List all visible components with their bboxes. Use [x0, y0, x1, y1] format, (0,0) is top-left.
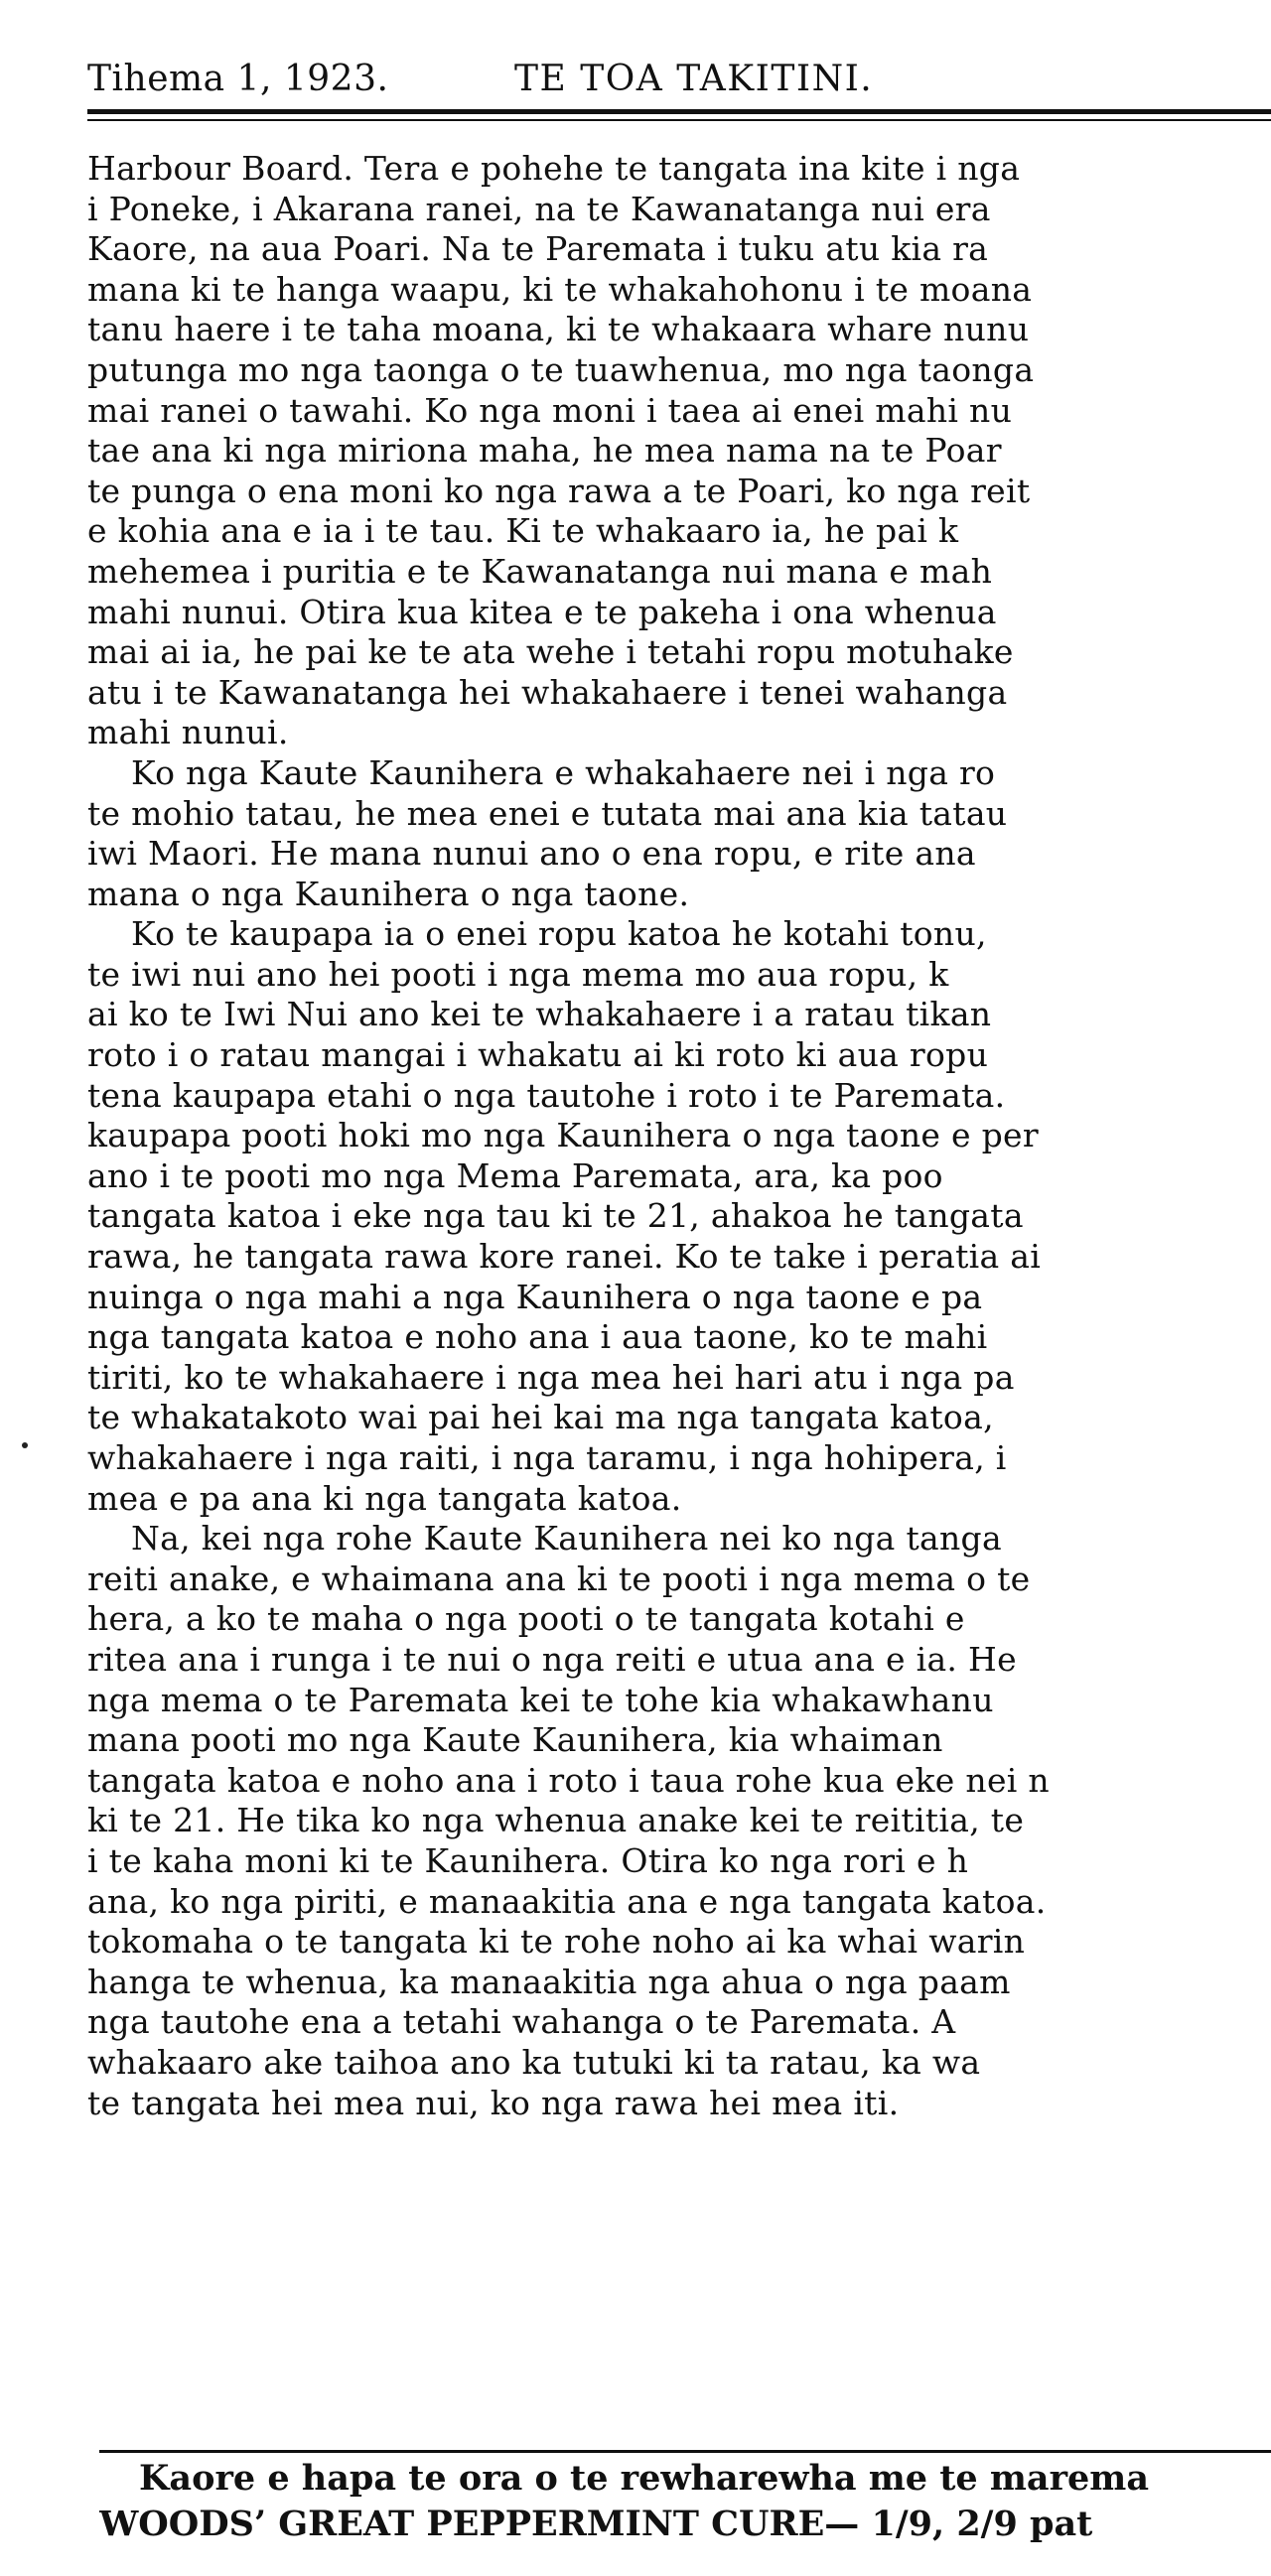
advertisement-line-1: Kaore e hapa te ora o te rewharewha me te marema: [139, 2458, 1150, 2499]
text-line: te punga o ena moni ko nga rawa a te Poari, ko nga reit: [87, 471, 1031, 510]
header-rule-thick: [87, 109, 1271, 114]
text-line: whakahaere i nga raiti, i nga taramu, i nga hohipera, i: [87, 1438, 1007, 1477]
text-line: Ko nga Kaute Kaunihera e whakahaere nei i nga ro: [131, 752, 996, 792]
advertisement: [99, 2456, 1271, 2547]
text-line: kaupapa pooti hoki mo nga Kaunihera o nga taone e per: [87, 1116, 1039, 1155]
text-line: nuinga o nga mahi a nga Kaunihera o nga taone e pa: [87, 1277, 983, 1316]
text-line: reiti anake, e whaimana ana ki te pooti i nga mema o te: [87, 1559, 1031, 1598]
text-line: Harbour Board. Tera e pohehe te tangata ina kite i nga: [87, 149, 1021, 188]
text-line: Na, kei nga rohe Kaute Kaunihera nei ko nga tanga: [131, 1519, 1002, 1559]
advertisement-line-2: WOODS’ GREAT PEPPERMINT CURE— 1/9, 2/9 pat: [99, 2504, 1093, 2544]
text-line: mana o nga Kaunihera o nga taone.: [87, 874, 690, 913]
text-line: mai ai ia, he pai ke te ata wehe i tetahi ropu motuhake: [87, 632, 1014, 672]
text-line: iwi Maori. He mana nunui ano o ena ropu, e rite ana: [87, 834, 976, 874]
text-line: ai ko te Iwi Nui ano kei te whakahaere i a ratau tikan: [87, 995, 992, 1034]
text-line: tae ana ki nga miriona maha, he mea nama na te Poar: [87, 431, 1002, 471]
text-line: atu i te Kawanatanga hei whakahaere i tenei wahanga: [87, 672, 1008, 712]
article-body: [87, 149, 1271, 2123]
text-line: whakaaro ake taihoa ano ka tutuki ki ta ratau, ka wa: [87, 2042, 981, 2082]
text-line: ano i te pooti mo nga Mema Paremata, ara, ka poo: [87, 1155, 943, 1195]
page-header: [87, 50, 1271, 109]
text-line: ana, ko nga piriti, e manaakitia ana e nga tangata katoa.: [87, 1881, 1047, 1921]
text-line: te whakatakoto wai pai hei kai ma nga tangata katoa,: [87, 1398, 994, 1437]
header-date: Tihema 1, 1923.: [87, 59, 389, 99]
paragraph: [87, 914, 1271, 1519]
text-line: tangata katoa e noho ana i roto i taua rohe kua eke nei n: [87, 1760, 1050, 1800]
text-line: nga tautohe ena a tetahi wahanga o te Paremata. A: [87, 2002, 956, 2042]
header-title: TE TOA TAKITINI.: [514, 59, 874, 99]
text-line: tangata katoa i eke nga tau ki te 21, ahakoa he tangata: [87, 1196, 1024, 1236]
header-rule-thin: [87, 119, 1271, 121]
text-line: rawa, he tangata rawa kore ranei. Ko te take i peratia ai: [87, 1237, 1042, 1277]
text-line: tokomaha o te tangata ki te rohe noho ai ka whai warin: [87, 1922, 1026, 1962]
text-line: ritea ana i runga i te nui o nga reiti e utua ana e ia. He: [87, 1639, 1017, 1679]
text-line: mai ranei o tawahi. Ko nga moni i taea ai enei mahi nu: [87, 390, 1013, 430]
text-line: nga tangata katoa e noho ana i aua taone, ko te mahi: [87, 1317, 988, 1357]
text-line: mahi nunui.: [87, 713, 289, 752]
text-line: hera, a ko te maha o nga pooti o te tangata kotahi e: [87, 1599, 965, 1639]
paragraph: [87, 1519, 1271, 2123]
text-line: tena kaupapa etahi o nga tautohe i roto i te Paremata.: [87, 1075, 1006, 1115]
text-line: te mohio tatau, he mea enei e tutata mai ana kia tatau: [87, 793, 1008, 833]
text-line: mea e pa ana ki nga tangata katoa.: [87, 1478, 682, 1518]
margin-mark: [22, 1442, 28, 1448]
text-line: mana pooti mo nga Kaute Kaunihera, kia whaiman: [87, 1720, 943, 1760]
text-line: ki te 21. He tika ko nga whenua anake kei te reititia, te: [87, 1801, 1025, 1840]
text-line: tanu haere i te taha moana, ki te whakaara whare nunu: [87, 310, 1030, 349]
text-line: mehemea i puritia e te Kawanatanga nui mana e mah: [87, 551, 993, 591]
text-line: roto i o ratau mangai i whakatu ai ki roto ki aua ropu: [87, 1035, 989, 1075]
text-line: i te kaha moni ki te Kaunihera. Otira ko nga rori e h: [87, 1840, 969, 1880]
text-line: nga mema o te Paremata kei te tohe kia whakawhanu: [87, 1680, 994, 1719]
text-line: tiriti, ko te whakahaere i nga mea hei hari atu i nga pa: [87, 1357, 1015, 1397]
paragraph: [87, 149, 1271, 753]
paragraph: [87, 753, 1271, 914]
text-line: Kaore, na aua Poari. Na te Paremata i tuku atu kia ra: [87, 229, 989, 269]
advertisement-rule: [99, 2450, 1271, 2453]
text-line: putunga mo nga taonga o te tuawhenua, mo nga taonga: [87, 349, 1035, 389]
text-line: hanga te whenua, ka manaakitia nga ahua o nga paam: [87, 1962, 1011, 2001]
text-line: te iwi nui ano hei pooti i nga mema mo aua ropu, k: [87, 954, 949, 994]
text-line: te tangata hei mea nui, ko nga rawa hei mea iti.: [87, 2083, 900, 2122]
text-line: Ko te kaupapa ia o enei ropu katoa he kotahi tonu,: [131, 914, 987, 954]
text-line: i Poneke, i Akarana ranei, na te Kawanatanga nui era: [87, 189, 991, 228]
text-line: e kohia ana e ia i te tau. Ki te whakaaro ia, he pai k: [87, 511, 959, 551]
text-line: mahi nunui. Otira kua kitea e te pakeha i ona whenua: [87, 592, 997, 631]
text-line: mana ki te hanga waapu, ki te whakahohonu i te moana: [87, 269, 1033, 309]
